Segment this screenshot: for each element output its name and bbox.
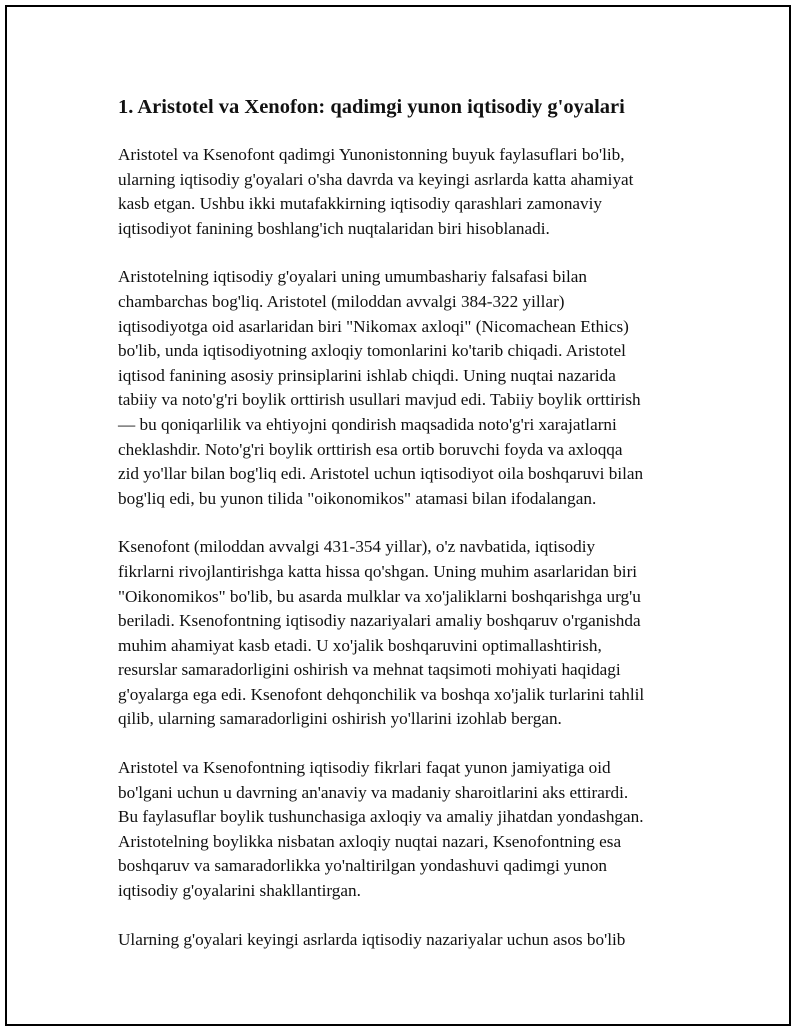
paragraph-line: tabiiy va noto'g'ri boylik orttirish usullari mavjud edi. Tabiiy boylik orttirish — [118, 390, 641, 410]
paragraph-line: Aristotelning iqtisodiy g'oyalari uning umumbashariy falsafasi bilan — [118, 267, 587, 287]
paragraph-line: iqtisodiy g'oyalarini shakllantirgan. — [118, 881, 361, 901]
paragraph-line: bog'liq edi, bu yunon tilida "oikonomikos" atamasi bilan ifodalangan. — [118, 488, 597, 508]
paragraph — [118, 928, 698, 953]
paragraph-line: beriladi. Ksenofontning iqtisodiy nazariyalari amaliy boshqaruv o'rganishda — [118, 611, 641, 631]
paragraph — [118, 756, 698, 904]
paragraph-line: iqtisod fanining asosiy prinsiplarini ishlab chiqdi. Uning nuqtai nazarida — [118, 365, 616, 385]
paragraph-line: chambarchas bog'liq. Aristotel (miloddan avvalgi 384-322 yillar) — [118, 291, 565, 311]
paragraph-line: kasb etgan. Ushbu ikki mutafakkirning iqtisodiy qarashlari zamonaviy — [118, 194, 603, 214]
paragraph-line: Aristotel va Ksenofontning iqtisodiy fikrlari faqat yunon jamiyatiga oid — [118, 758, 611, 778]
paragraph-line: — bu qoniqarlilik va ehtiyojni qondirish maqsadida noto'g'ri xarajatlarni — [118, 414, 617, 434]
document-title: 1. Aristotel va Xenofon: qadimgi yunon iqtisodiy g'oyalari — [118, 96, 625, 118]
paragraph-line: cheklashdir. Noto'g'ri boylik orttirish esa ortib boruvchi foyda va axloqqa — [118, 439, 623, 459]
paragraph-line: resurslar samaradorligini oshirish va mehnat taqsimoti mohiyati haqidagi — [118, 660, 621, 680]
paragraph — [118, 143, 698, 241]
paragraph-line: muhim ahamiyat kasb etadi. U xo'jalik boshqaruvini optimallashtirish, — [118, 635, 602, 655]
paragraph-line: Aristotel va Ksenofont qadimgi Yunonistonning buyuk faylasuflari bo'lib, — [118, 145, 625, 164]
paragraph-line: qilib, ularning samaradorligini oshirish yo'llarini izohlab bergan. — [118, 709, 562, 729]
paragraph-line: fikrlarni rivojlantirishga katta hissa qo'shgan. Uning muhim asarlaridan biri — [118, 561, 638, 581]
paragraph — [118, 265, 698, 511]
paragraph-line: Ksenofont (miloddan avvalgi 431-354 yillar), o'z navbatida, iqtisodiy — [118, 537, 596, 557]
paragraph-line: "Oikonomikos" bo'lib, bu asarda mulklar va xo'jaliklarni boshqarishga urg'u — [118, 586, 641, 606]
paragraph-line: ularning iqtisodiy g'oyalari o'sha davrda va keyingi asrlarda katta ahamiyat — [118, 169, 634, 189]
paragraph-line: zid yo'llar bilan bog'liq edi. Aristotel uchun iqtisodiyot oila boshqaruvi bilan — [118, 464, 644, 484]
paragraph-line: Aristotelning boylikka nisbatan axloqiy nuqtai nazari, Ksenofontning esa — [118, 831, 622, 851]
paragraph-line: bo'lib, unda iqtisodiyotning axloqiy tomonlarini ko'tarib chiqadi. Aristotel — [118, 341, 626, 361]
paragraph-line: boshqaruv va samaradorlikka yo'naltirilgan yondashuvi qadimgi yunon — [118, 856, 608, 876]
paragraph-line: Bu faylasuflar boylik tushunchasiga axloqiy va amaliy jihatdan yondashgan. — [118, 807, 644, 827]
paragraph-line: Ularning g'oyalari keyingi asrlarda iqtisodiy nazariyalar uchun asos bo'lib — [118, 929, 626, 949]
paragraph-line: g'oyalarga ega edi. Ksenofont dehqonchilik va boshqa xo'jalik turlarini tahlil — [118, 684, 645, 704]
paragraph-list — [118, 143, 698, 952]
paragraph — [118, 535, 698, 732]
paragraph-line: iqtisodiyotga oid asarlaridan biri "Nikomax axloqi" (Nicomachean Ethics) — [118, 316, 629, 336]
document-body — [118, 92, 698, 976]
paragraph-line: iqtisodiyot fanining boshlang'ich nuqtalaridan biri hisoblanadi. — [118, 218, 550, 238]
paragraph-line: bo'lgani uchun u davrning an'anaviy va madaniy sharoitlarini aks ettirardi. — [118, 782, 629, 802]
